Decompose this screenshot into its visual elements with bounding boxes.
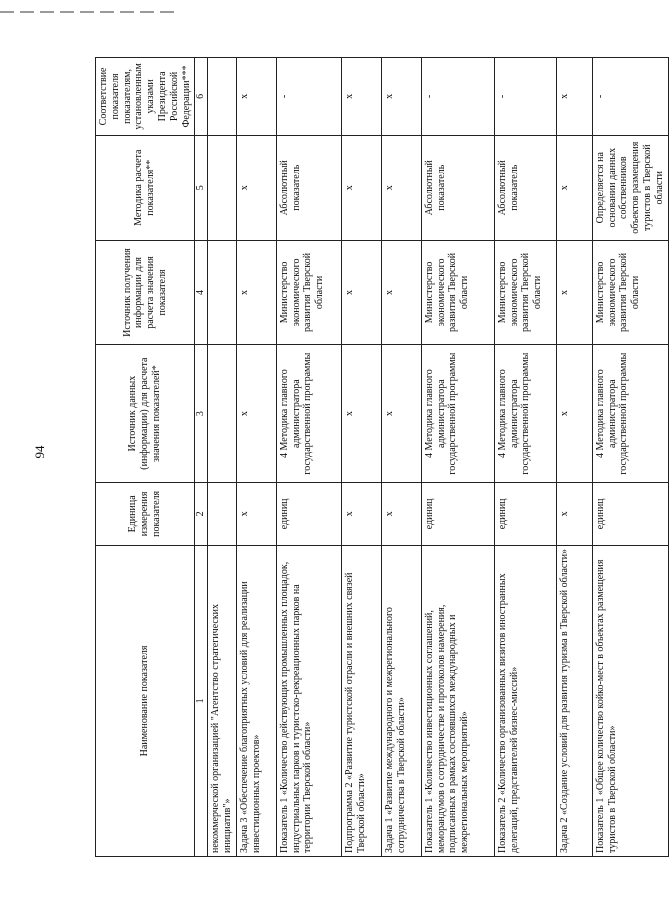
method-cell: Абсолютный показатель xyxy=(421,135,494,240)
compliance-cell: х xyxy=(341,58,381,136)
column-number: 3 xyxy=(195,345,208,483)
compliance-cell: - xyxy=(276,58,341,136)
indicator-name-cell: Показатель 1 «Количество действующих промышленных площадок, индустриальных парков и туристско-рекреационных парков на территории Тверской области» xyxy=(276,545,341,856)
column-number: 5 xyxy=(195,135,208,240)
unit-cell: х xyxy=(341,482,381,545)
method-cell xyxy=(208,135,237,240)
data-source-cell: 4 Методика главного администратора государственной программы xyxy=(494,345,556,483)
table-row xyxy=(494,58,556,857)
table-row xyxy=(592,58,668,857)
compliance-cell: - xyxy=(592,58,668,136)
header-method: Методика расчета показателя** xyxy=(96,135,195,240)
info-source-cell: х xyxy=(381,240,421,345)
data-source-cell xyxy=(208,345,237,483)
header-presidential-compliance: Соответствие показателя показателям, установленным указами Президента Российской Федерации*** xyxy=(96,58,195,136)
info-source-cell: х xyxy=(556,240,592,345)
method-cell: х xyxy=(381,135,421,240)
table-row xyxy=(381,58,421,857)
table-row xyxy=(556,58,592,857)
rotated-page-content xyxy=(95,57,665,857)
indicator-name-cell: Задача 1 «Развитие международного и межрегионального сотрудничества в Тверской области» xyxy=(381,545,421,856)
data-source-cell: 4 Методика главного администратора государственной программы xyxy=(421,345,494,483)
method-cell: х xyxy=(236,135,276,240)
indicator-name-cell: Показатель 2 «Количество организованных визитов иностранных делегаций, представителей бизнес-миссий» xyxy=(494,545,556,856)
indicator-name-cell: Показатель 1 «Общее количество койко-мест в объектах размещения туристов в Тверской области» xyxy=(592,545,668,856)
compliance-cell xyxy=(208,58,237,136)
column-number: 6 xyxy=(195,58,208,136)
unit-cell: единиц xyxy=(494,482,556,545)
table-row xyxy=(236,58,276,857)
data-source-cell: х xyxy=(236,345,276,483)
info-source-cell: Министерство экономического развития Тверской области xyxy=(592,240,668,345)
method-cell: х xyxy=(556,135,592,240)
info-source-cell: Министерство экономического развития Тверской области xyxy=(494,240,556,345)
indicator-name-cell: Подпрограмма 2 «Развитие туристской отрасли и внешних связей Тверской области» xyxy=(341,545,381,856)
indicators-table xyxy=(95,57,669,857)
header-unit: Единица измерения показателя xyxy=(96,482,195,545)
indicator-name-cell: Задача 2 «Создание условий для развития туризма в Тверской области» xyxy=(556,545,592,856)
unit-cell: х xyxy=(556,482,592,545)
table-row xyxy=(276,58,341,857)
data-source-cell: х xyxy=(341,345,381,483)
compliance-cell: х xyxy=(236,58,276,136)
column-number: 2 xyxy=(195,482,208,545)
method-cell: Абсолютный показатель xyxy=(494,135,556,240)
data-source-cell: 4 Методика главного администратора государственной программы xyxy=(592,345,668,483)
info-source-cell: Министерство экономического развития Тверской области xyxy=(421,240,494,345)
info-source-cell: х xyxy=(236,240,276,345)
info-source-cell: Министерство экономического развития Тверской области xyxy=(276,240,341,345)
compliance-cell: - xyxy=(421,58,494,136)
table-row xyxy=(421,58,494,857)
column-number: 4 xyxy=(195,240,208,345)
method-cell: х xyxy=(341,135,381,240)
column-number: 1 xyxy=(195,545,208,856)
column-number-row xyxy=(195,58,208,857)
table-header-row xyxy=(96,58,195,857)
header-indicator-name: Наименование показателя xyxy=(96,545,195,856)
table-row xyxy=(208,58,237,857)
table-row xyxy=(341,58,381,857)
unit-cell xyxy=(208,482,237,545)
info-source-cell: х xyxy=(341,240,381,345)
unit-cell: единиц xyxy=(421,482,494,545)
method-cell: Абсолютный показатель xyxy=(276,135,341,240)
data-source-cell: х xyxy=(381,345,421,483)
unit-cell: х xyxy=(381,482,421,545)
compliance-cell: х xyxy=(556,58,592,136)
unit-cell: единиц xyxy=(592,482,668,545)
indicator-name-cell: некоммерческой организацией "Агентство стратегических инициатив"» xyxy=(208,545,237,856)
unit-cell: единиц xyxy=(276,482,341,545)
data-source-cell: 4 Методика главного администратора государственной программы xyxy=(276,345,341,483)
info-source-cell xyxy=(208,240,237,345)
indicator-name-cell: Показатель 1 «Количество инвестиционных соглашений, меморандумов о сотрудничестве и протоколов намерения, подписанных в рамках состоявшихся международных и межрегиональных мероприятий» xyxy=(421,545,494,856)
indicator-name-cell: Задача 3 «Обеспечение благоприятных условий для реализации инвестиционных проектов» xyxy=(236,545,276,856)
page-number: 94 xyxy=(32,445,47,459)
compliance-cell: х xyxy=(381,58,421,136)
method-cell: Определяется на основании данных собственников объектов размещения туристов в Тверской области xyxy=(592,135,668,240)
scan-edge-marks xyxy=(0,0,640,7)
unit-cell: х xyxy=(236,482,276,545)
compliance-cell: - xyxy=(494,58,556,136)
header-data-source: Источник данных (информации) для расчета значения показателей* xyxy=(96,345,195,483)
header-info-source: Источник получения информации для расчета значения показателя xyxy=(96,240,195,345)
data-source-cell: х xyxy=(556,345,592,483)
